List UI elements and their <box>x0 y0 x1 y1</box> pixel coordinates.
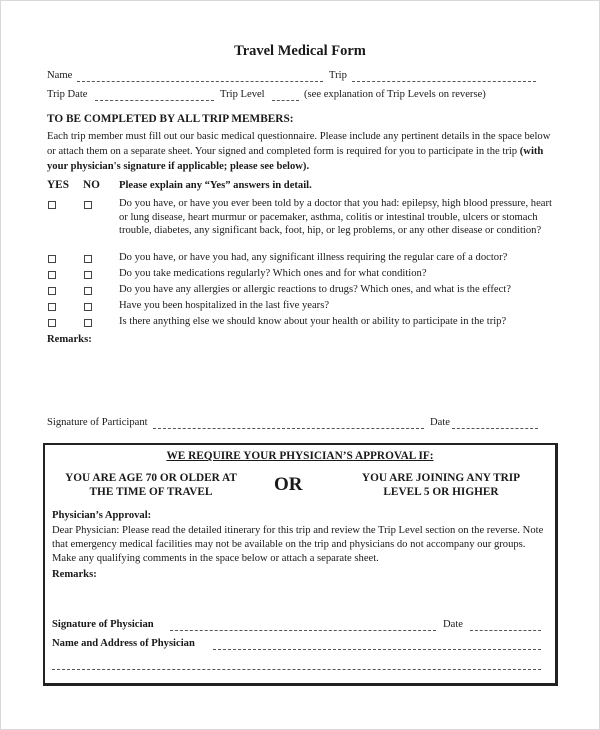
name-field[interactable] <box>77 81 323 82</box>
question-3-no-checkbox[interactable] <box>84 271 92 279</box>
physician-name-address-label: Name and Address of Physician <box>52 638 195 649</box>
question-5-text: Have you been hospitalized in the last five years? <box>119 300 330 311</box>
physician-approval-text: Dear Physician: Please read the detailed itinerary for this trip and review the Trip Level section on the reverse. Note that emergency medical facilities may not be available on the trip and physicians do not accompany our groups. Make any qualifying comments in the space below or attach a separate sheet. <box>52 525 544 564</box>
question-4-yes-checkbox[interactable] <box>48 287 56 295</box>
physician-signature-label: Signature of Physician <box>52 619 154 630</box>
or-label: OR <box>274 474 303 495</box>
question-2-yes-checkbox[interactable] <box>48 255 56 263</box>
question-3-yes-checkbox[interactable] <box>48 271 56 279</box>
question-1-yes-checkbox[interactable] <box>48 201 56 209</box>
question-5-yes-checkbox[interactable] <box>48 303 56 311</box>
physician-signature-field[interactable] <box>170 630 436 631</box>
physician-date-field[interactable] <box>470 630 541 631</box>
question-6-text: Is there anything else we should know about your health or ability to participate in the trip? <box>119 316 507 327</box>
question-3-text: Do you take medications regularly? Which ones and for what condition? <box>119 268 427 279</box>
intro-bold-text: (with your physician's signature if applicable; please see below). <box>47 146 544 172</box>
participant-signature-label: Signature of Participant <box>47 417 148 428</box>
participant-date-field[interactable] <box>452 428 538 429</box>
physician-name-address-field-line-2[interactable] <box>52 669 541 670</box>
physician-remarks-area[interactable] <box>52 584 542 614</box>
trip-date-field[interactable] <box>95 100 214 101</box>
question-6-no-checkbox[interactable] <box>84 319 92 327</box>
participant-remarks-area[interactable] <box>47 348 552 408</box>
trip-label: Trip <box>329 70 347 81</box>
form-title: Travel Medical Form <box>234 43 366 59</box>
participant-signature-field[interactable] <box>153 428 424 429</box>
question-5-no-checkbox[interactable] <box>84 303 92 311</box>
name-label: Name <box>47 70 73 81</box>
trip-level-label: Trip Level <box>220 89 265 100</box>
physician-name-address-field[interactable] <box>213 649 541 650</box>
member-section-heading: TO BE COMPLETED BY ALL TRIP MEMBERS: <box>47 113 294 125</box>
condition-age: YOU ARE AGE 70 OR OLDER AT THE TIME OF TRAVEL <box>65 472 237 498</box>
questionnaire-instruction: Please explain any “Yes” answers in detail. <box>119 180 312 191</box>
physician-remarks-label: Remarks: <box>52 569 97 580</box>
physician-approval-heading: Physician’s Approval: <box>52 510 152 521</box>
condition-trip-level: YOU ARE JOINING ANY TRIP LEVEL 5 OR HIGHER <box>361 472 521 498</box>
participant-remarks-label: Remarks: <box>47 334 92 345</box>
question-1-no-checkbox[interactable] <box>84 201 92 209</box>
question-2-text: Do you have, or have you had, any significant illness requiring the regular care of a doctor? <box>119 252 508 263</box>
question-4-text: Do you have any allergies or allergic reactions to drugs? Which ones, and what is the effect? <box>119 284 511 295</box>
yes-column-header: YES <box>47 179 69 191</box>
no-column-header: NO <box>83 179 100 191</box>
member-intro <box>47 129 552 174</box>
participant-date-label: Date <box>430 417 450 428</box>
trip-level-note: (see explanation of Trip Levels on reverse) <box>304 89 486 100</box>
trip-date-label: Trip Date <box>47 89 88 100</box>
trip-field[interactable] <box>352 81 536 82</box>
trip-level-field[interactable] <box>272 100 299 101</box>
question-4-no-checkbox[interactable] <box>84 287 92 295</box>
question-6-yes-checkbox[interactable] <box>48 319 56 327</box>
physician-date-label: Date <box>443 619 463 630</box>
question-2-no-checkbox[interactable] <box>84 255 92 263</box>
physician-box-heading: WE REQUIRE YOUR PHYSICIAN’S APPROVAL IF: <box>166 450 434 462</box>
question-1-text: Do you have, or have you ever been told by a doctor that you had: epilepsy, high blood pressure, heart or lung disease, heart murmur or pacemaker, asthma, colitis or intestinal trouble, ulcers or stomach trouble, diabetes, any significant back, foot, hip, or leg problems, or any other disease or condition? <box>119 198 552 236</box>
intro-text: Each trip member must fill out our basic medical questionnaire. Please include any pertinent details in the space below or attach them on a separate sheet. Your signed and completed form is required for you to participate in the trip <box>47 131 551 157</box>
